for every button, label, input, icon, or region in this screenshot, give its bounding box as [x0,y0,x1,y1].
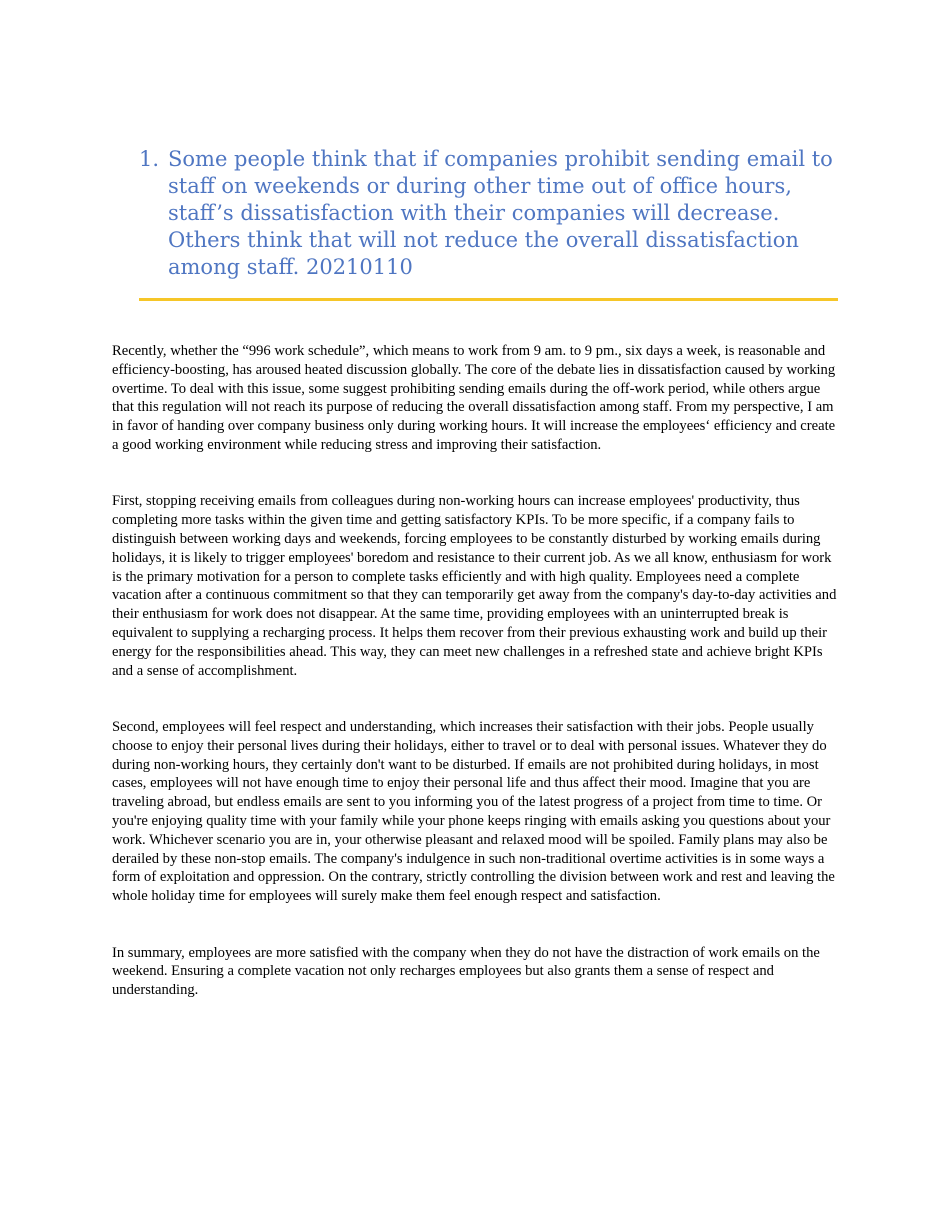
numbered-heading-item [139,146,839,281]
heading-divider [139,298,838,301]
paragraph-second-argument: Second, employees will feel respect and understanding, which increases their satisfaction with their jobs. People usually choose to enjoy their personal lives during their holidays, either to travel or to deal with personal issues. Whatever they do during non-working hours, they certainly don't want to be disturbed. If emails are not prohibited during holidays, in most cases, employees will not have enough time to enjoy their personal life and thus affect their mood. Imagine that you are traveling abroad, but endless emails are sent to you informing you of the latest progress of a project from time to time. Or you're enjoying quality time with your family while your phone keeps ringing with emails asking you questions about your work. Whichever scenario you are in, your otherwise pleasant and relaxed mood will be spoiled. Family plans may also be derailed by these non-stop emails. The company's indulgence in such non-traditional overtime activities is in some ways a form of exploitation and oppression. On the contrary, strictly controlling the division between work and rest and leaving the whole holiday time for employees will surely make them feel enough respect and satisfaction. [112,718,835,905]
heading-list-number: 1. [139,147,160,171]
paragraph-introduction: Recently, whether the “996 work schedule”, which means to work from 9 am. to 9 pm., six days a week, is reasonable and efficiency-boosting, has aroused heated discussion globally. The core of the debate lies in dissatisfaction caused by working overtime. To deal with this issue, some suggest prohibiting sending emails during the off-work period, while others argue that this regulation will not reach its purpose of reducing the overall dissatisfaction among staff. From my perspective, I am in favor of handing over company business only during working hours. It will increase the employees‘ efficiency and create a good working environment while reducing stress and improving their satisfaction. [112,343,836,453]
paragraph-conclusion: In summary, employees are more satisfied with the company when they do not have the distraction of work emails on the weekend. Ensuring a complete vacation not only recharges employees but also grants them a sense of respect and understanding. [112,944,820,999]
heading-text: Some people think that if companies prohibit sending email to staff on weekends or during other time out of office hours, staff’s dissatisfaction with their companies will decrease. Others think that will not reduce the overall dissatisfaction among staff. 20210110 [168,147,833,279]
essay-body [112,342,840,1037]
paragraph-first-argument: First, stopping receiving emails from colleagues during non-working hours can increase employees' productivity, thus completing more tasks within the given time and getting satisfactory KPIs. To be more specific, if a company fails to distinguish between working days and weekends, forcing employees to be constantly disturbed by working emails during holidays, it is likely to trigger employees' boredom and resistance to their current job. As we all know, enthusiasm for work is the primary motivation for a person to complete tasks efficiently and with high quality. Employees need a complete vacation after a continuous commitment so that they can temporarily get away from the company's day-to-day activities and their enthusiasm for work does not disappear. At the same time, providing employees with an uninterrupted break is equivalent to supplying a recharging process. It helps them recover from their previous exhausting work and build up their energy for the responsibilities ahead. This way, they can meet new challenges in a refreshed state and achieve bright KPIs and a sense of accomplishment. [112,493,837,679]
essay-prompt-heading [139,146,839,281]
